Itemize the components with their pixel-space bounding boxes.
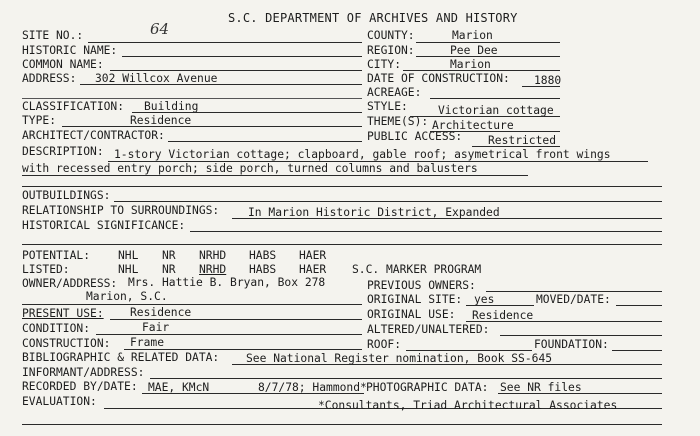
historical-significance-line [190, 231, 662, 232]
original-use-label: ORIGINAL USE: [367, 308, 456, 321]
photographic-value: See NR files [500, 381, 582, 394]
present-use-line [110, 319, 362, 320]
previous-owners-label: PREVIOUS OWNERS: [367, 279, 476, 292]
altered-label: ALTERED/UNALTERED: [367, 323, 490, 336]
description-value-2: with recessed entry porch; side porch, turned columns and balusters [22, 162, 478, 175]
style-value: Victorian cottage [438, 104, 554, 117]
condition-value: Fair [142, 321, 170, 334]
present-use-value: Residence [130, 306, 192, 319]
foundation-line [612, 350, 662, 351]
photographic-label: PHOTOGRAPHIC DATA: [366, 381, 489, 394]
present-use-label: PRESENT USE: [22, 307, 104, 320]
address-value: 302 Willcox Avenue [95, 72, 218, 85]
county-value: Marion [452, 29, 493, 42]
city-value: Marion [450, 58, 491, 71]
potential-nr: NR [162, 249, 176, 262]
bibliographic-label: BIBLIOGRAPHIC & RELATED DATA: [22, 351, 220, 364]
recorded-date-value: 8/7/78; Hammond* [258, 381, 367, 394]
address-line [80, 84, 362, 85]
foundation-label: FOUNDATION: [534, 338, 609, 351]
bibliographic-line [232, 364, 662, 365]
owner-line [22, 304, 362, 305]
common-name-label: COMMON NAME: [22, 58, 104, 71]
roof-label: ROOF: [367, 338, 402, 351]
listed-nr: NR [162, 263, 176, 276]
original-use-line [466, 321, 662, 322]
date-of-construction-line [522, 86, 560, 87]
altered-line [500, 335, 662, 336]
city-label: CITY: [367, 58, 402, 71]
form-title: S.C. DEPARTMENT OF ARCHIVES AND HISTORY [228, 11, 518, 25]
recorded-by-label: RECORDED BY/DATE: [22, 380, 138, 393]
relationship-value: In Marion Historic District, Expanded [248, 206, 500, 219]
historic-name-label: HISTORIC NAME: [22, 44, 118, 57]
potential-label: POTENTIAL: [22, 249, 91, 262]
recorded-by-line [142, 393, 364, 394]
listed-nrhd: NRHD [199, 263, 227, 276]
date-of-construction-label: DATE OF CONSTRUCTION: [367, 72, 510, 85]
region-label: REGION: [367, 44, 415, 57]
style-line [410, 116, 560, 117]
potential-haer: HAER [299, 249, 327, 262]
evaluation-label: EVALUATION: [22, 395, 97, 408]
themes-label: THEME(S): [367, 115, 429, 128]
historical-significance-label: HISTORICAL SIGNIFICANCE: [22, 219, 186, 232]
construction-line [124, 349, 362, 350]
region-line [416, 56, 560, 57]
condition-line [96, 334, 362, 335]
photographic-line [498, 393, 662, 394]
construction-label: CONSTRUCTION: [22, 337, 111, 350]
condition-label: CONDITION: [22, 322, 91, 335]
classification-value: Building [144, 100, 199, 113]
architect-label: ARCHITECT/CONTRACTOR: [22, 129, 165, 142]
outbuildings-label: OUTBUILDINGS: [22, 189, 111, 202]
region-value: Pee Dee [450, 44, 498, 57]
historic-name-line [122, 56, 362, 57]
bibliographic-value: See National Register nomination, Book SS-645 [246, 352, 553, 365]
original-use-value: Residence [472, 309, 534, 322]
listed-haer: HAER [299, 263, 327, 276]
type-value: Residence [130, 114, 192, 127]
site-no-label: SITE NO.: [22, 29, 84, 42]
listed-nhl: NHL [118, 263, 139, 276]
acreage-label: ACREAGE: [367, 86, 422, 99]
common-name-line [110, 70, 362, 71]
architect-line [168, 141, 362, 142]
sc-marker-label: S.C. MARKER PROGRAM [352, 263, 482, 276]
description-value-1: 1-story Victorian cottage; clapboard, gable roof; asymetrical front wings [114, 148, 611, 161]
original-site-line [466, 305, 534, 306]
owner-address-label: OWNER/ADDRESS: [22, 277, 118, 290]
outbuildings-line [114, 201, 662, 202]
address-label: ADDRESS: [22, 72, 77, 85]
site-no-value: 64 [150, 20, 170, 38]
relationship-line [232, 218, 662, 219]
themes-value: Architecture [432, 119, 514, 132]
site-no-line [88, 42, 362, 43]
owner-value-2: Marion, S.C. [86, 290, 168, 303]
moved-date-line [616, 305, 662, 306]
classification-label: CLASSIFICATION: [22, 100, 125, 113]
city-line [403, 70, 560, 71]
informant-label: INFORMANT/ADDRESS: [22, 366, 145, 379]
moved-date-label: MOVED/DATE: [536, 293, 611, 306]
public-access-label: PUBLIC ACCESS: [367, 130, 463, 143]
county-label: COUNTY: [367, 29, 415, 42]
type-label: TYPE: [22, 114, 57, 127]
type-line [62, 126, 362, 127]
description-label: DESCRIPTION: [22, 145, 104, 158]
style-label: STYLE: [367, 100, 408, 113]
original-site-label: ORIGINAL SITE: [367, 293, 463, 306]
historical-significance-line-2 [22, 244, 662, 245]
recorded-by-value: MAE, KMcN [148, 381, 210, 394]
original-site-value: yes [474, 293, 495, 306]
date-of-construction-value: 1880 [534, 74, 562, 87]
public-access-value: Restricted [488, 134, 557, 147]
description-line-3 [22, 186, 662, 187]
description-line-2 [22, 175, 528, 176]
potential-nrhd: NRHD [199, 249, 227, 262]
informant-line [150, 378, 662, 379]
evaluation-note: *Consultants, Triad Architectural Associates [318, 399, 618, 412]
listed-habs: HABS [249, 263, 277, 276]
relationship-label: RELATIONSHIP TO SURROUNDINGS: [22, 204, 220, 217]
acreage-line [430, 98, 560, 99]
potential-nhl: NHL [118, 249, 139, 262]
listed-label: LISTED: [22, 263, 70, 276]
evaluation-line-2 [22, 424, 662, 425]
roof-line [406, 350, 532, 351]
section-divider-1 [22, 98, 362, 99]
classification-line [132, 112, 362, 113]
potential-habs: HABS [249, 249, 277, 262]
public-access-line [472, 146, 560, 147]
county-line [416, 42, 560, 43]
owner-value-1: Mrs. Hattie B. Bryan, Box 278 [128, 276, 326, 289]
previous-owners-line [486, 291, 662, 292]
construction-value: Frame [130, 336, 165, 349]
